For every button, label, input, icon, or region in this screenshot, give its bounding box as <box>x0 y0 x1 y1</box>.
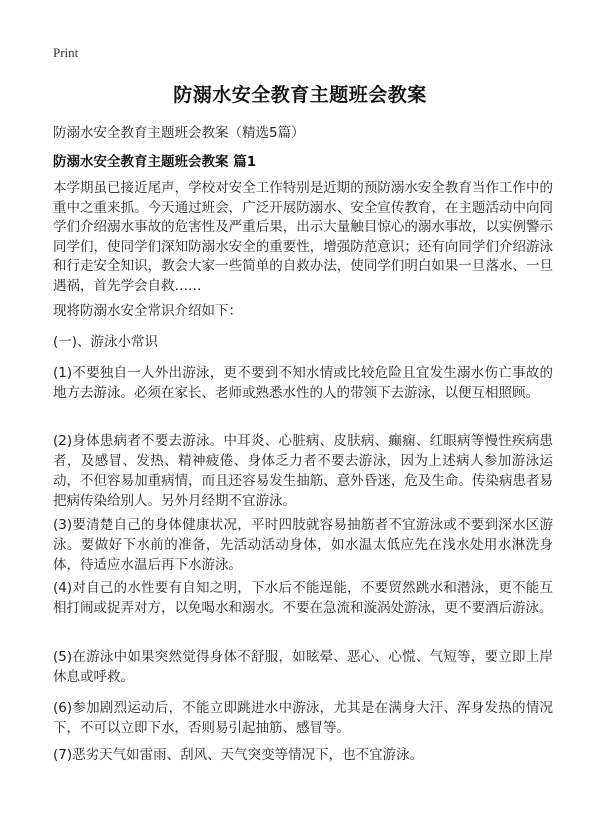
page-title: 防溺水安全教育主题班会教案 <box>173 84 427 106</box>
list-item: (6)参加剧烈运动后，不能立即跳进水中游泳，尤其是在满身大汗、浑身发热的情况下，不可以立即下水，否则易引起抽筋、感冒等。 <box>53 700 553 736</box>
print-label: Print <box>53 45 79 60</box>
section-heading: 防溺水安全教育主题班会教案 篇1 <box>53 154 257 170</box>
list-item: (7)恶劣天气如雷雨、刮风、天气突变等情况下，也不宜游泳。 <box>53 747 424 763</box>
subsection-heading: (一)、游泳小常识 <box>53 334 159 350</box>
list-item: (5)在游泳中如果突然觉得身体不舒服，如眩晕、恶心、心慌、气短等，要立即上岸休息或呼救。 <box>53 649 553 685</box>
list-item: (3)要清楚自己的身体健康状况，平时四肢就容易抽筋者不宜游泳或不要到深水区游泳。要做好下水前的准备，先活动活动身体，如水温太低应先在浅水处用水淋洗身体，待适应水温后再下水游泳。 <box>53 517 553 573</box>
list-item: (2)身体患病者不要去游泳。中耳炎、心脏病、皮肤病、癫痫、红眼病等慢性疾病患者，及感冒、发热、精神疲倦、身体乏力者不要去游泳，因为上述病人参加游泳运动，不但容易加重病情，而且还容易发生抽筋、意外昏迷，危及生命。传染病患者易把病传染给别人。另外月经期不宜游泳。 <box>53 433 553 509</box>
list-item: (1)不要独自一人外出游泳，更不要到不知水情或比较危险且宜发生溺水伤亡事故的地方去游泳。必须在家长、老师或熟悉水性的人的带领下去游泳，以便互相照顾。 <box>53 365 553 401</box>
document-subtitle: 防溺水安全教育主题班会教案（精选5篇） <box>53 125 305 141</box>
list-item: (4)对自己的水性要有自知之明，下水后不能逞能，不要贸然跳水和潜泳，更不能互相打闹或捉弄对方，以免喝水和溺水。不要在急流和漩涡处游泳，更不要酒后游泳。 <box>53 580 553 616</box>
lead-paragraph: 现将防溺水安全常识介绍如下： <box>53 303 242 319</box>
intro-paragraph: 本学期虽已接近尾声，学校对安全工作特别是近期的预防溺水安全教育当作工作中的重中之重来抓。今天通过班会，广泛开展防溺水、安全宣传教育，在主题活动中向同学们介绍溺水事故的危害性及严重后果，出示大量触目惊心的溺水事故，以实例警示同学们，使同学们深知防溺水安全的重要性，增强防范意识；还有向同学们介绍游泳和行走安全知识，教会大家一些简单的自救办法，使同学们明白如果一旦落水、一旦遇祸，首先学会自救…… <box>53 180 553 294</box>
